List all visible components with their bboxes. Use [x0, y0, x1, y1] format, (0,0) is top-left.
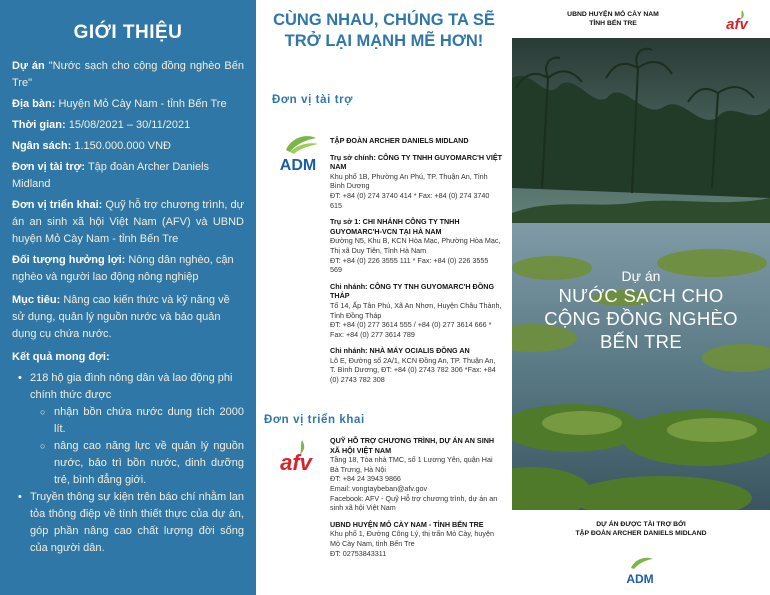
- contact-name: Trụ sở chính: CÔNG TY TNHH GUYOMARC'H VIỆT NAM: [330, 152, 503, 172]
- cover-header: [512, 0, 770, 38]
- org-name: [548, 10, 678, 28]
- contact-line: Khu phố 1, Đường Công Lý, thị trấn Mỏ Cày, huyện Mỏ Cày Nam, tỉnh Bến Tre: [330, 529, 495, 548]
- cover-title-line-3: BẾN TRE: [600, 331, 682, 352]
- results-list: [12, 370, 244, 557]
- target-row: [12, 252, 244, 286]
- list-item: ○ nhận bồn chứa nước dung tích 2000 lít.: [40, 404, 244, 438]
- cover-panel: [512, 0, 770, 595]
- funded-line-1: DỰ ÁN ĐƯỢC TÀI TRỢ BỞI: [596, 521, 686, 528]
- location-value: Huyện Mỏ Cày Nam - tỉnh Bến Tre: [55, 98, 227, 110]
- sponsor-value: Tập đoàn Archer Daniels Midland: [12, 161, 210, 190]
- contact-line: ĐT: +84 24 3943 9866: [330, 474, 401, 484]
- list-item: [330, 520, 502, 558]
- contact-name: QUỸ HỖ TRỢ CHƯƠNG TRÌNH, DỰ ÁN AN SINH XÃ HỘI VIỆT NAM: [330, 436, 495, 455]
- cover-title-line-2: CỘNG ĐỒNG NGHÈO: [544, 308, 738, 329]
- result-1: 218 hộ gia đình nông dân và lao động phi chính thức được: [30, 372, 233, 401]
- contact-name: Chi nhánh: NHÀ MÁY OCIALIS ĐỒNG AN: [330, 346, 470, 356]
- budget-label: Ngân sách:: [12, 140, 72, 152]
- contact-name: TẬP ĐOÀN ARCHER DANIELS MIDLAND: [330, 136, 469, 145]
- results-label: Kết quả mong đợi:: [12, 351, 110, 363]
- cover-title: [512, 268, 770, 353]
- org-line-2: TỈNH BẾN TRE: [589, 20, 637, 27]
- slogan-line-2: TRỞ LẠI MẠNH MẼ HƠN!: [284, 32, 484, 50]
- impl-heading: Đơn vị triển khai: [264, 414, 365, 426]
- slogan: [268, 10, 500, 52]
- contact-line: Email: vongtaybeban@afv.gov: [330, 483, 428, 493]
- goal-row: [12, 292, 244, 343]
- goal-label: Mục tiêu:: [12, 294, 61, 306]
- afv-logo-text: afv: [280, 450, 312, 475]
- time-label: Thời gian:: [12, 119, 66, 131]
- afv-header-logo-icon: [720, 8, 756, 32]
- list-item: [330, 217, 502, 275]
- contact-line: Tổ 14, Ấp Tân Phú, Xã An Nhơn, Huyện Châu Thành, Tỉnh Đồng Tháp: [330, 300, 502, 320]
- sponsor-heading: Đơn vị tài trợ: [272, 94, 353, 106]
- intro-title: GIỚI THIỆU: [73, 22, 183, 43]
- sponsor-row: [12, 159, 244, 193]
- contact-line: Đường N5, Khu B, KCN Hòa Mạc, Phường Hòa Mạc, Thị xã Duy Tiên, Tỉnh Hà Nam: [330, 236, 501, 255]
- target-value: Nông dân nghèo, cận nghèo và người lao động nông nghiệp: [12, 254, 234, 283]
- list-item: ○ nâng cao năng lực về quản lý nguồn nước, bảo trì bồn nước, dinh dưỡng trẻ, bình đẳng giới.: [40, 438, 244, 489]
- contact-line: Khu phố 1B, Phường An Phú, TP. Thuận An, Tỉnh Bình Dương: [330, 171, 488, 191]
- partners-panel: [256, 0, 512, 595]
- budget-value: 1.150.000.000 VNĐ: [71, 140, 171, 152]
- list-item: [330, 346, 502, 384]
- list-item: [330, 282, 502, 340]
- contact-name: Chi nhánh: CÔNG TY TNH GUYOMARC'H ĐỒNG THÁP: [330, 281, 495, 301]
- funded-line-2: TẬP ĐOÀN ARCHER DANIELS MIDLAND: [575, 530, 707, 537]
- project-value: "Nước sạch cho cộng đồng nghèo Bến Tre": [12, 60, 245, 89]
- impl-row: [12, 197, 244, 248]
- adm-logo-icon: [272, 134, 324, 176]
- contact-line: ĐT: +84 (0) 226 3555 111 * Fax: +84 (0) 226 3555 569: [330, 255, 489, 275]
- intro-panel: [0, 0, 256, 595]
- adm-footer-logo-icon: [621, 556, 659, 586]
- cover-photo: [512, 38, 770, 510]
- target-label: Đối tượng hưởng lợi:: [12, 254, 126, 266]
- org-line-1: UBND HUYỆN MỎ CÀY NAM: [567, 11, 659, 18]
- list-item: [330, 436, 502, 513]
- sponsor-label: Đơn vị tài trợ:: [12, 161, 86, 173]
- adm-logo-text: ADM: [279, 157, 317, 174]
- time-value: 15/08/2021 – 30/11/2021: [65, 119, 191, 131]
- cover-title-small: Dự án: [621, 268, 661, 284]
- list-item: [12, 370, 244, 489]
- afv-logo-icon: [272, 436, 322, 476]
- impl-label: Đơn vị triển khai:: [12, 199, 103, 211]
- location-label: Địa bàn:: [12, 98, 56, 110]
- adm-footer-text: ADM: [626, 572, 654, 586]
- project-label: Dự án: [12, 60, 49, 72]
- sub-results-list: [40, 404, 244, 489]
- list-item: [330, 153, 502, 211]
- impl-details: [330, 436, 502, 565]
- time-row: [12, 117, 244, 134]
- contact-line: ĐT: +84 (0) 277 3614 555 / +84 (0) 277 3614 666 * Fax: +84 (0) 277 3614 789: [330, 320, 492, 339]
- funded-by: [512, 520, 770, 538]
- location-row: [12, 96, 244, 113]
- list-item: • Truyền thông sự kiện trên báo chí nhằm lan tỏa thông điệp về tính thiết thực của dự án, góp phần nâng cao chất lượng đời sống của người dân.: [12, 489, 244, 557]
- slogan-line-1: CÙNG NHAU, CHÚNG TA SẼ: [273, 11, 495, 29]
- afv-header-text: afv: [726, 16, 748, 32]
- sponsor-details: [330, 136, 502, 392]
- contact-name: Trụ sở 1: CHI NHÁNH CÔNG TY TNHH GUYOMARC'H-VCN TẠI HÀ NAM: [330, 217, 460, 236]
- project-row: [12, 58, 244, 92]
- contact-line: Facebook: AFV - Quỹ Hỗ trợ chương trình, dự án an sinh xã hội Việt Nam: [330, 493, 498, 513]
- contact-line: ĐT: 02753843311: [330, 548, 387, 558]
- cover-title-line-1: NƯỚC SẠCH CHO: [558, 285, 724, 306]
- contact-line: ĐT: +84 (0) 274 3740 414 * Fax: +84 (0) 274 3740 615: [330, 190, 490, 210]
- budget-row: [12, 138, 244, 155]
- contact-name: UBND HUYỆN MỎ CÀY NAM - TỈNH BẾN TRE: [330, 519, 484, 529]
- contact-line: Lô E, Đường số 2A/1, KCN Đồng An, TP. Thuận An, T. Bình Dương, ĐT: +84 (0) 2743 782 306 *Fax: +84 (0) 2743 782 308: [330, 355, 496, 385]
- contact-line: Tầng 18, Tòa nhà TMC, số 1 Lương Yên, quận Hai Bà Trưng, Hà Nội: [330, 455, 493, 474]
- list-item: [330, 136, 502, 146]
- impl-value: Quỹ hỗ trợ chương trình, dự án an sinh xã hội Việt Nam (AFV) và UBND huyện Mỏ Cày Nam - tỉnh Bến Tre: [12, 199, 245, 245]
- goal-value: Nâng cao kiến thức và kỹ năng về sử dụng, quản lý nguồn nước và bảo quản dụng cụ chứa nước.: [12, 294, 230, 340]
